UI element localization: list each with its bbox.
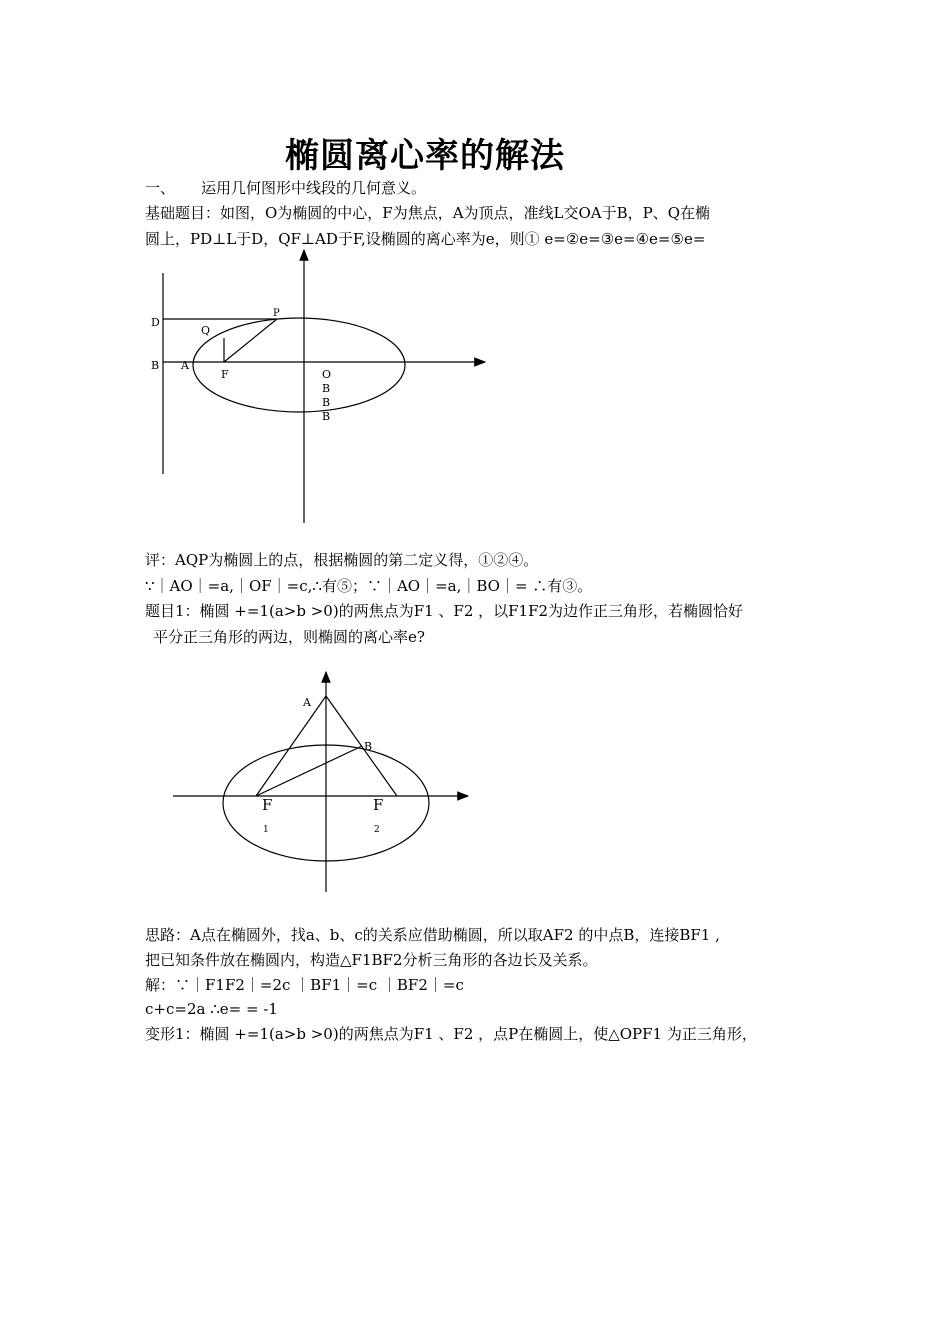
fig1-label-o: O [322,368,332,381]
comment-line-2: ∵｜AO｜=a,｜OF｜=c,∴有⑤；∵｜AO｜=a,｜BO｜= ∴有③。 [145,577,593,595]
solution-line-1: 解：∵｜F1F2｜=2c ｜BF1｜=c ｜BF2｜=c [145,976,464,994]
fig1-label-b1: B [322,382,331,395]
variant-1-line-1: 变形1：椭圆 +=1(a>b >0)的两焦点为F1 、F2 ，点P在椭圆上，使△OPF1 为正三角形， [145,1025,757,1043]
fig2-label-f1: F [262,796,273,814]
idea-line-1: 思路：A点在椭圆外，找a、b、c的关系应借助椭圆，所以取AF2 的中点B，连接BF1 , [145,926,720,944]
fig2-label-f2: F [373,796,384,814]
solution-line-2: c+c=2a ∴e= = -1 [145,1000,278,1018]
fig1-ellipse [193,318,405,412]
fig1-label-b: B [151,359,160,372]
fig2-label-a: A [303,696,311,709]
fig1-label-p: P [273,308,280,319]
fig1-label-a: A [181,359,189,372]
page-title: 椭圆离心率的解法 [285,136,565,176]
basic-problem-line-2: 圆上，PD⊥L于D，QF⊥AD于F,设椭圆的离心率为e，则① e=②e=③e=④e=⑤e= [145,230,706,248]
idea-line-2: 把已知条件放在椭圆内，构造△F1BF2分析三角形的各边长及关系。 [145,951,598,969]
fig1-label-b3: B [322,410,331,423]
fig2-label-f2-subscript: 2 [374,825,380,835]
fig1-segment-fp [224,319,277,362]
fig1-label-d: D [151,316,160,329]
basic-problem-line-1: 基础题目：如图，O为椭圆的中心，F为焦点，A为顶点，准线L交OA于B，P、Q在椭 [145,204,711,222]
fig1-label-f: F [221,368,229,381]
fig2-label-f1-subscript: 1 [263,825,269,835]
problem-1-line-2: 平分正三角形的两边，则椭圆的离心率e? [153,628,425,646]
problem-1-line-1: 题目1：椭圆 +=1(a>b >0)的两焦点为F1 、F2 ，以F1F2为边作正三角形，若椭圆恰好 [145,602,744,620]
fig2-label-b: B [364,740,373,753]
section-number: 一、 [145,179,176,197]
section-heading [145,178,426,198]
comment-line-1: 评：AQP为椭圆上的点，根据椭圆的第二定义得，①②④。 [145,551,539,569]
fig1-label-q: Q [201,324,211,337]
section-heading-text: 运用几何图形中线段的几何意义。 [201,179,427,197]
fig1-label-b2: B [322,396,331,409]
figure-2-triangle-ellipse-diagram [168,668,473,896]
figure-1-ellipse-diagram [140,245,500,530]
fig2-segment-af1 [256,696,326,796]
